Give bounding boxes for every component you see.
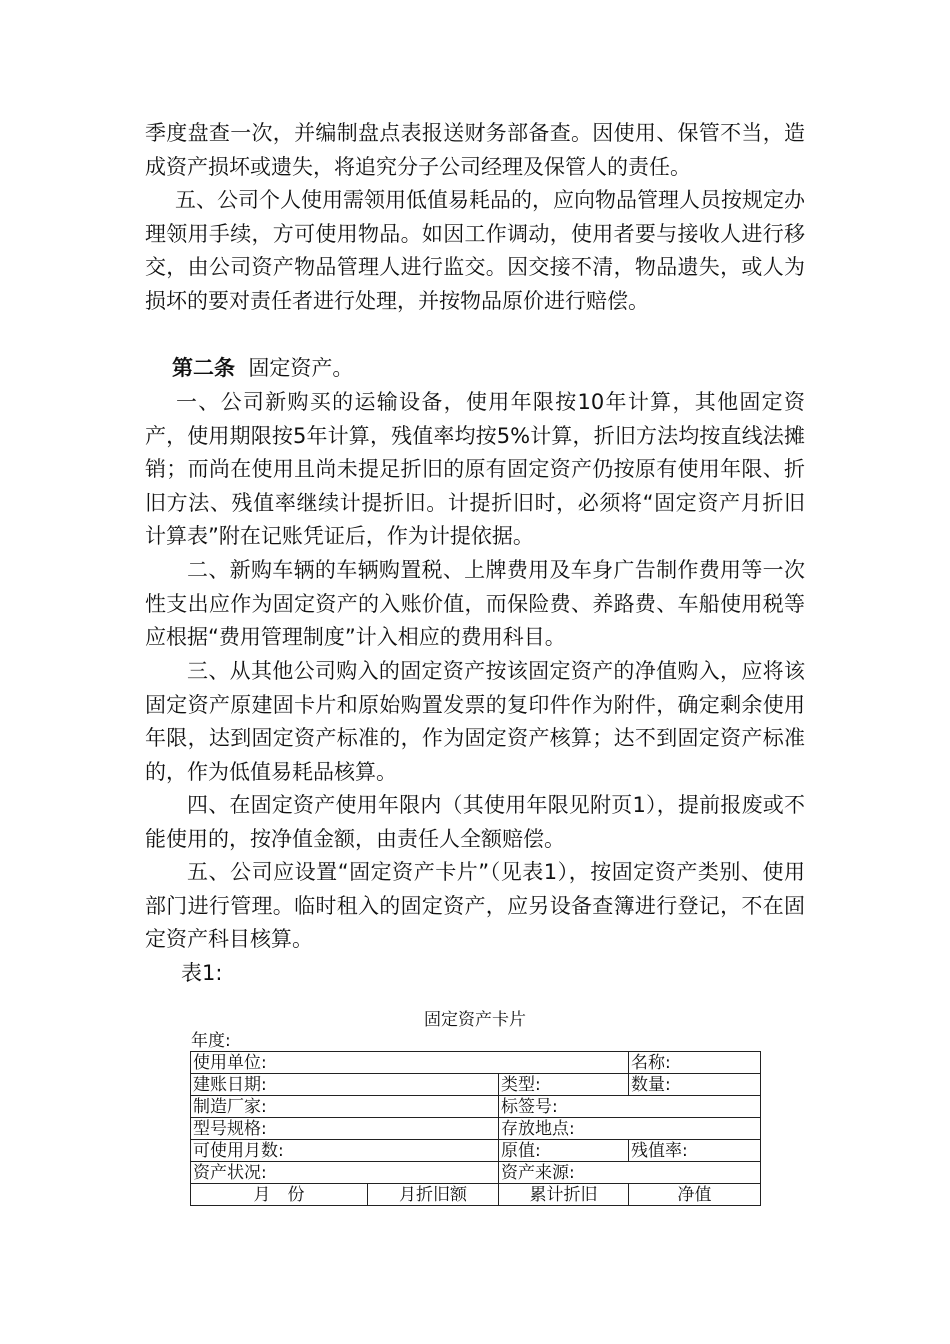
article-heading [145, 352, 805, 386]
cell-use-unit: 使用单位: [191, 1052, 629, 1074]
table-header-row [191, 1184, 761, 1206]
card-year-label: 年度: [191, 1031, 231, 1051]
header-accumulated-depreciation: 累计折旧 [499, 1184, 629, 1206]
fixed-asset-card-table [190, 1051, 761, 1206]
cell-quantity: 数量: [629, 1074, 761, 1096]
paragraph-vehicle-purchase: 二、新购车辆的车辆购置税、上牌费用及车身广告制作费用等一次性支出应作为固定资产的入账价值，而保险费、养路费、车船使用税等应根据“费用管理制度”计入相应的费用科目。 [145, 558, 805, 650]
paragraph-purchased-assets: 三、从其他公司购入的固定资产按该固定资产的净值购入，应将该固定资产原建固卡片和原始购置发票的复印件作为附件，确定剩余使用年限，达到固定资产标准的，作为固定资产核算；达不到固定资产标准的，作为低值易耗品核算。 [145, 659, 805, 784]
cell-model-spec: 型号规格: [191, 1118, 499, 1140]
table-row [191, 1162, 761, 1184]
paragraph-asset-card: 五、公司应设置“固定资产卡片”（见表1），按固定资产类别、使用部门进行管理。临时租入的固定资产，应另设备查簿进行登记，不在固定资产科目核算。 [145, 860, 805, 952]
cell-residual-rate: 残值率: [629, 1140, 761, 1162]
paragraph-early-scrap: 四、在固定资产使用年限内（其使用年限见附页1），提前报废或不能使用的，按净值金额，由责任人全额赔偿。 [145, 793, 805, 851]
paragraph-low-value-consumables: 五、公司个人使用需领用低值易耗品的，应向物品管理人员按规定办理领用手续，方可使用物品。如因工作调动，使用者要与接收人进行移交，由公司资产物品管理人进行监交。因交接不清，物品遗失，或人为损坏的要对责任者进行处理，并按物品原价进行赔偿。 [145, 188, 805, 313]
card-caption: 固定资产卡片 [424, 1010, 526, 1030]
table-label: 表1: [181, 961, 223, 985]
cell-account-date: 建账日期: [191, 1074, 499, 1096]
article-label: 第二条 [172, 356, 235, 380]
table-row [191, 1118, 761, 1140]
cell-name: 名称: [629, 1052, 761, 1074]
paragraph-depreciation: 一、公司新购买的运输设备，使用年限按10年计算，其他固定资产，使用期限按5年计算，残值率均按5%计算，折旧方法均按直线法摊销；而尚在使用且尚未提足折旧的原有固定资产仍按原有使用年限、折旧方法、残值率继续计提折旧。计提折旧时，必须将“固定资产月折旧计算表”附在记账凭证后，作为计提依据。 [145, 390, 805, 549]
article-title: 固定资产。 [248, 356, 354, 380]
paragraph-inventory-check: 季度盘查一次，并编制盘点表报送财务部备查。因使用、保管不当，造成资产损坏或遗失，将追究分子公司经理及保管人的责任。 [145, 121, 805, 179]
cell-type: 类型: [499, 1074, 629, 1096]
header-net-value: 净值 [629, 1184, 761, 1206]
cell-usable-months: 可使用月数: [191, 1140, 499, 1162]
table-row [191, 1052, 761, 1074]
cell-location: 存放地点: [499, 1118, 761, 1140]
cell-asset-source: 资产来源: [499, 1162, 761, 1184]
table-row [191, 1096, 761, 1118]
table-row [191, 1140, 761, 1162]
cell-tag-no: 标签号: [499, 1096, 761, 1118]
header-monthly-depreciation: 月折旧额 [368, 1184, 499, 1206]
header-month: 月 份 [191, 1184, 368, 1206]
cell-manufacturer: 制造厂家: [191, 1096, 499, 1118]
cell-asset-status: 资产状况: [191, 1162, 499, 1184]
table-row [191, 1074, 761, 1096]
cell-original-value: 原值: [499, 1140, 629, 1162]
